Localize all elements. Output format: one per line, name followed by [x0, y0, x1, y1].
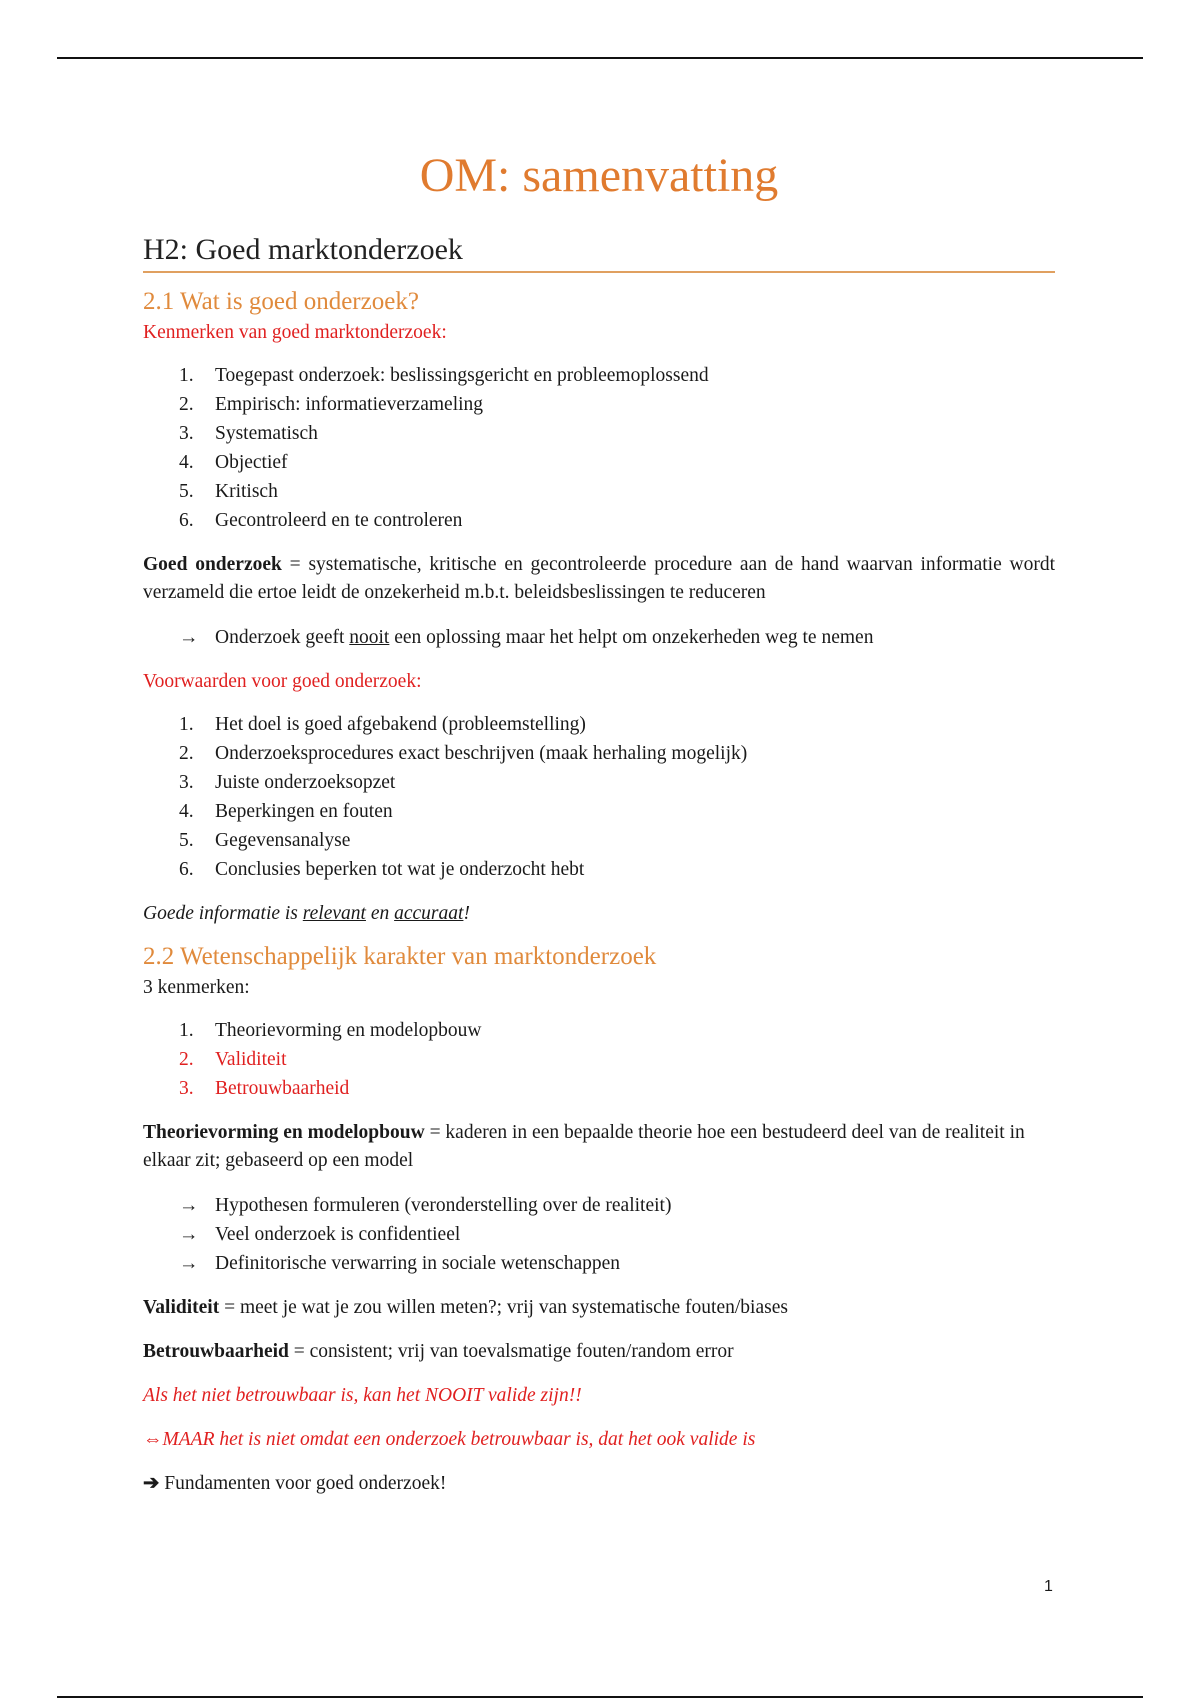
definition-theorievorming: Theorievorming en modelopbouw = kaderen in een bepaalde theorie hoe een bestudeerd deel van de realiteit in elkaar zit; gebaseerd op een model: [143, 1121, 1025, 1171]
section-heading-2-1: 2.1 Wat is goed onderzoek?: [143, 287, 419, 315]
arrow-note: → Onderzoek geeft nooit een oplossing maar het helpt om onzekerheden weg te nemen: [143, 623, 1055, 652]
list-item: 1. Het doel is goed afgebakend (probleemstelling): [179, 713, 586, 735]
list-item: 5. Gegevensanalyse: [179, 829, 351, 851]
arrow-right-icon: →: [179, 1252, 199, 1274]
kenmerken-list: [143, 361, 1055, 535]
list-item: 3. Systematisch: [179, 422, 318, 444]
chapter-heading: H2: Goed marktonderzoek: [143, 233, 1055, 273]
wetenschappelijk-list: [143, 1016, 1055, 1103]
arrow-right-icon: →: [179, 1194, 199, 1216]
definition-betrouwbaarheid: Betrouwbaarheid = consistent; vrij van toevalsmatige fouten/random error: [143, 1340, 734, 1362]
list-item: 1. Theorievorming en modelopbouw: [179, 1019, 482, 1041]
list-item: 6. Conclusies beperken tot wat je onderzocht hebt: [179, 858, 585, 880]
double-arrow-icon: ⇔: [143, 1428, 163, 1450]
arrow-right-icon: →: [179, 1223, 199, 1245]
list-item: 3. Juiste onderzoeksopzet: [179, 771, 396, 793]
document-title: OM: samenvatting: [419, 149, 779, 202]
list-item: 2. Onderzoeksprocedures exact beschrijven (maak herhaling mogelijk): [179, 742, 748, 764]
contrast-note: ⇔MAAR het is niet omdat een onderzoek betrouwbaar is, dat het ook valide is: [143, 1428, 756, 1450]
list-item: 4. Objectief: [179, 451, 288, 473]
list-item: 6. Gecontroleerd en te controleren: [179, 509, 463, 531]
arrow-item: → Veel onderzoek is confidentieel: [143, 1220, 1055, 1249]
voorwaarden-list: [143, 710, 1055, 884]
definition-validiteit: Validiteit = meet je wat je zou willen meten?; vrij van systematische fouten/biases: [143, 1296, 788, 1318]
list-item: 5. Kritisch: [179, 480, 278, 502]
list-item: 3. Betrouwbaarheid: [179, 1077, 350, 1099]
list-item: 1. Toegepast onderzoek: beslissingsgericht en probleemoplossend: [179, 364, 709, 386]
goede-informatie-note: Goede informatie is relevant en accuraat!: [143, 902, 470, 924]
voorwaarden-label: Voorwaarden voor goed onderzoek:: [143, 670, 422, 692]
arrow-item: → Hypothesen formuleren (veronderstelling over de realiteit): [143, 1191, 1055, 1220]
list-item: 2. Validiteit: [179, 1048, 287, 1070]
list-item: 2. Empirisch: informatieverzameling: [179, 393, 484, 415]
final-note: ➔ Fundamenten voor goed onderzoek!: [143, 1472, 447, 1494]
bold-arrow-icon: ➔: [143, 1472, 165, 1494]
arrow-right-icon: →: [179, 626, 199, 648]
page-number: 1: [1044, 1578, 1053, 1595]
warning-note: Als het niet betrouwbaar is, kan het NOOIT valide zijn!!: [143, 1384, 582, 1406]
list-item: 4. Beperkingen en fouten: [179, 800, 393, 822]
page-top-rule: [57, 57, 1143, 59]
definition-goed-onderzoek: Goed onderzoek = systematische, kritische en gecontroleerde procedure aan de hand waarvan informatie wordt verzameld die ertoe leidt de onzekerheid m.b.t. beleidsbeslissingen te reduceren: [143, 553, 1056, 603]
section-heading-2-2: 2.2 Wetenschappelijk karakter van marktonderzoek: [143, 942, 657, 970]
arrow-item: → Definitorische verwarring in sociale wetenschappen: [143, 1249, 1055, 1278]
page-bottom-rule: [57, 1696, 1143, 1698]
kenmerken-intro: 3 kenmerken:: [143, 976, 250, 998]
document-body: [143, 150, 1055, 1498]
kenmerken-label: Kenmerken van goed marktonderzoek:: [143, 321, 447, 343]
